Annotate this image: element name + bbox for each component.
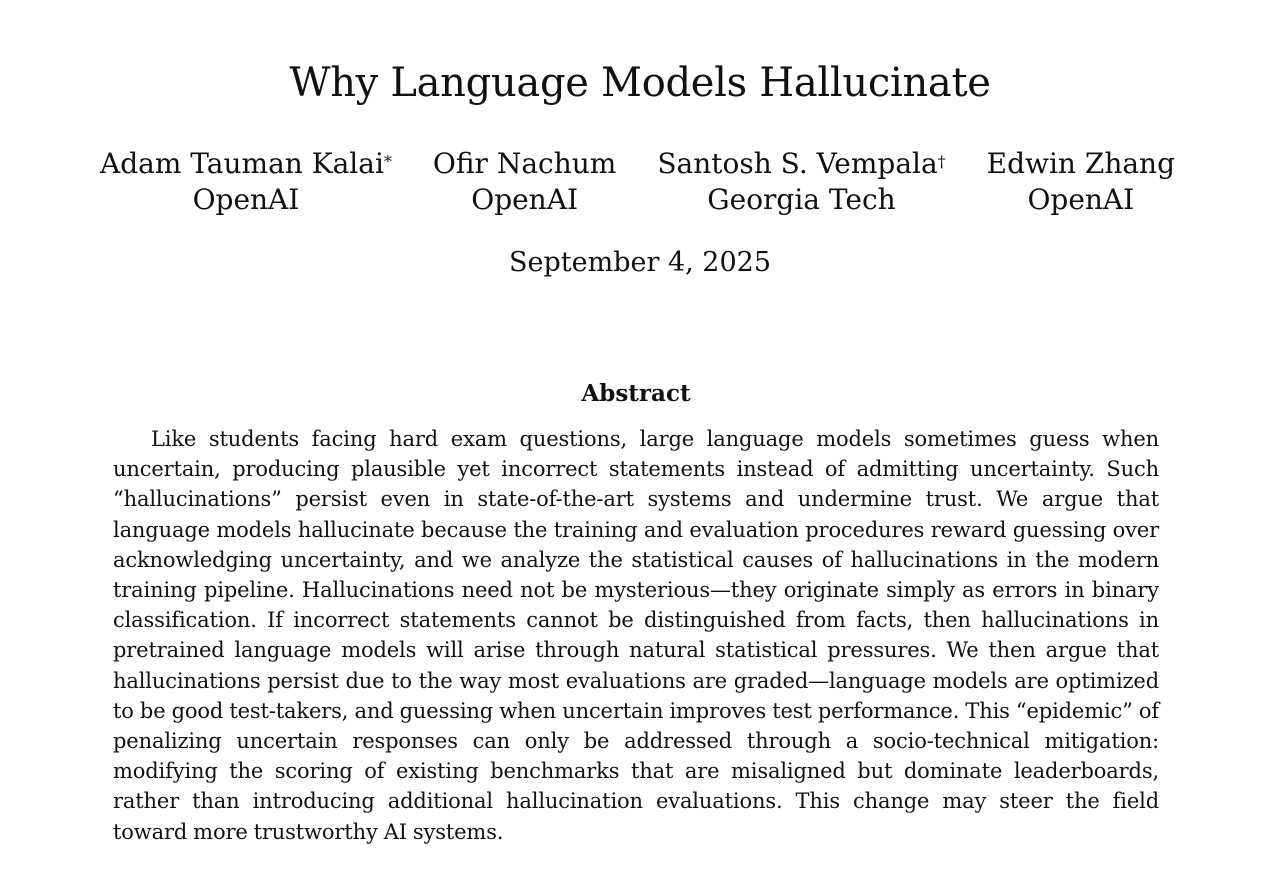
- author-list: [100, 146, 1175, 218]
- author-affiliation: OpenAI: [1027, 183, 1135, 216]
- paper-title: Why Language Models Hallucinate: [289, 60, 991, 106]
- author-name: Santosh S. Vempala†: [657, 147, 946, 180]
- author-block: [987, 146, 1175, 218]
- author-affiliation: OpenAI: [471, 183, 578, 216]
- author-name: Adam Tauman Kalai*: [100, 147, 392, 180]
- author-block: [100, 146, 392, 218]
- author-footnote-mark: †: [937, 152, 946, 171]
- author-footnote-mark: *: [383, 152, 392, 171]
- author-affiliation: Georgia Tech: [707, 183, 896, 216]
- author-block: [657, 146, 945, 218]
- author-block: [433, 146, 616, 218]
- abstract-heading: Abstract: [581, 380, 691, 407]
- abstract-text: Like students facing hard exam questions, large language models sometimes guess when uncertain, producing plausible yet incorrect statements instead of admitting uncertainty. Such “hallucinations” persist even in state-of-the-art systems and undermine trust. We argue that language models hallucinate because the training and evaluation procedures reward guessing over acknowledging uncertainty, and we analyze the statistical causes of hallucinations in the modern training pipeline. Hallucinations need not be mysterious—they originate simply as errors in binary classification. If incorrect statements cannot be distinguished from facts, then hallucinations in pretrained language models will arise through natural statistical pressures. We then argue that hallucinations persist due to the way most evaluations are graded—language models are optimized to be good test-takers, and guessing when uncertain improves test performance. This “epidemic” of penalizing uncertain responses can only be addressed through a socio-technical mitigation: modifying the scoring of existing benchmarks that are misaligned but dominate leaderboards, rather than introducing additional hallucination evaluations. This change may steer the field toward more trustworthy AI systems.: [113, 427, 1159, 844]
- author-name: Ofir Nachum: [432, 147, 617, 180]
- author-affiliation: OpenAI: [192, 183, 300, 216]
- publication-date: September 4, 2025: [509, 247, 771, 278]
- author-name: Edwin Zhang: [986, 147, 1175, 180]
